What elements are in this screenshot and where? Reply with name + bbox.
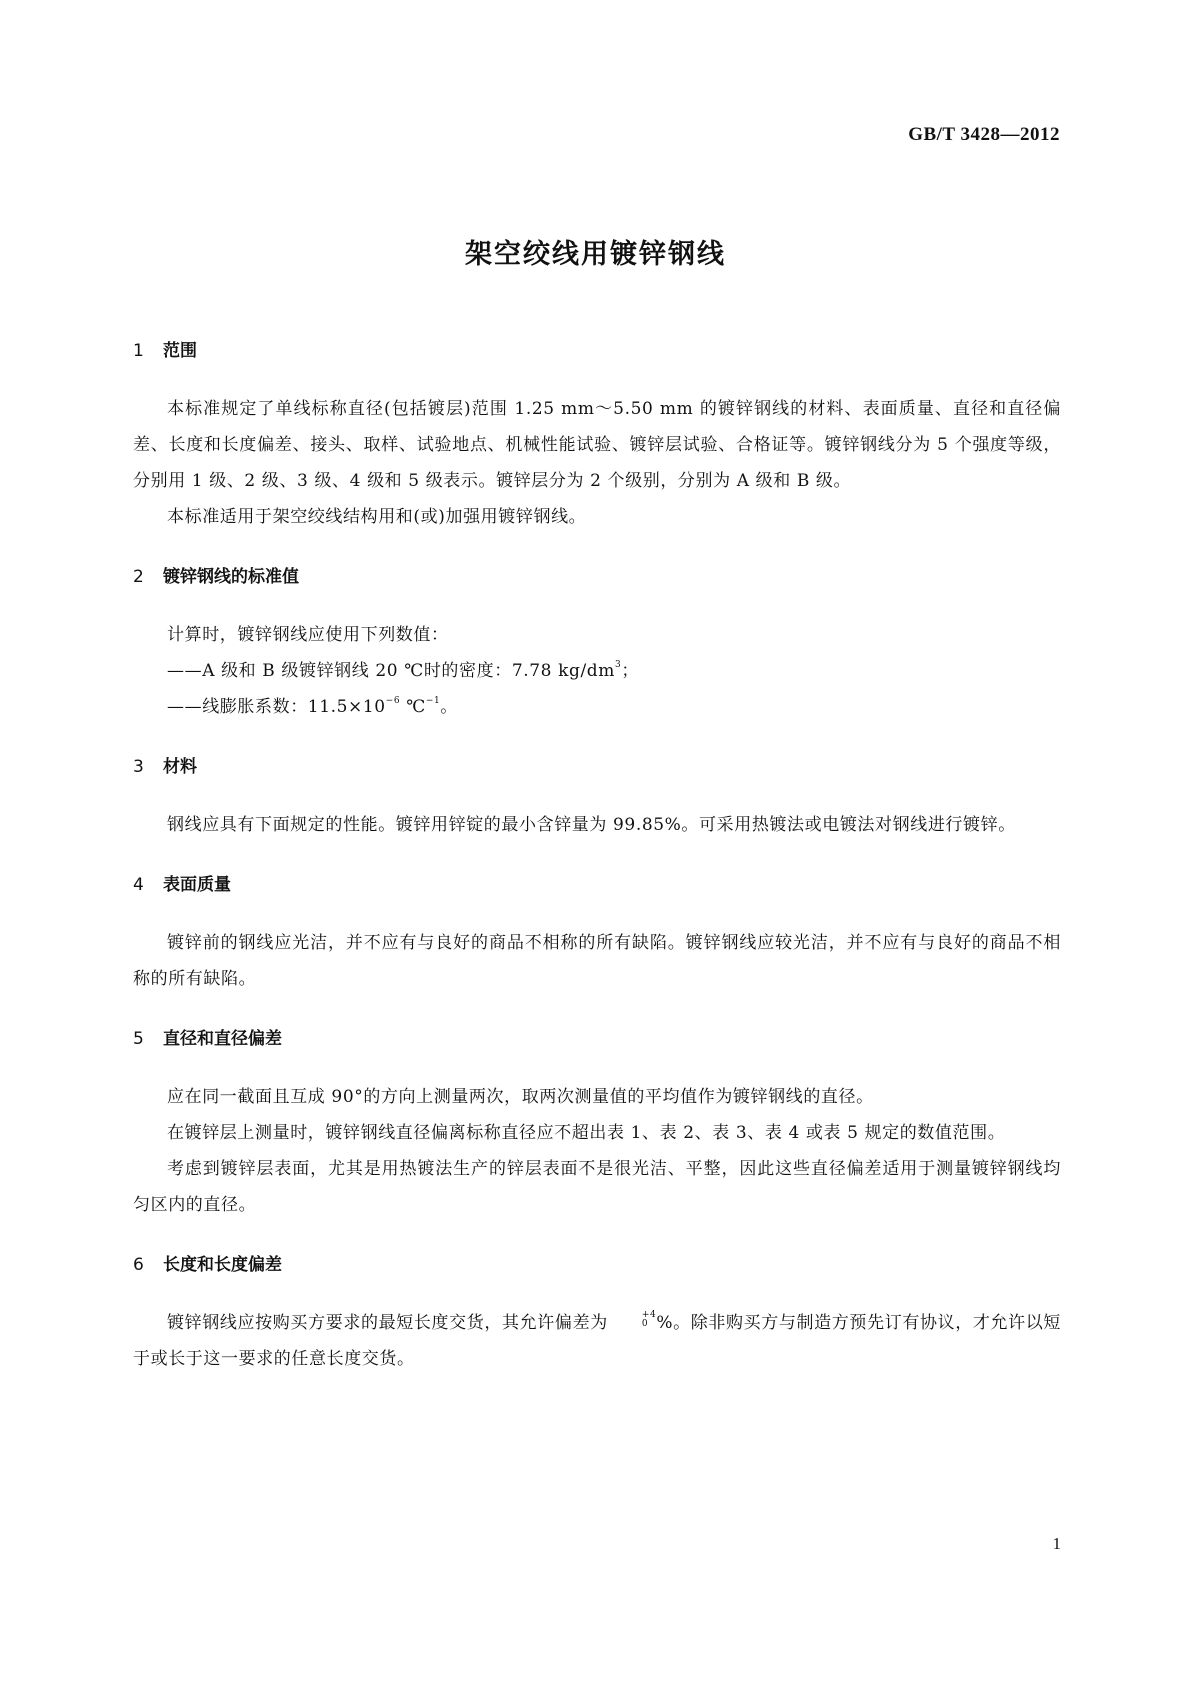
page-number: 1 xyxy=(1052,1534,1061,1553)
length-text-after: %。除非购买方与制造方预先订有协议，才允许以短于或长于这一要求的任意长度交货。 xyxy=(133,1313,1062,1369)
tolerance-lower: 0 xyxy=(641,1319,649,1329)
standard-number: GB/T 3428—2012 xyxy=(908,124,1060,145)
section-scope xyxy=(133,336,1061,535)
paragraph: 在镀锌层上测量时，镀锌钢线直径偏离标称直径应不超出表 1、表 2、表 3、表 4 或表 5 规定的数值范围。 xyxy=(167,1123,1006,1143)
section-number: 5 xyxy=(133,1029,144,1049)
section-diameter xyxy=(133,1024,1061,1223)
paragraph: 考虑到镀锌层表面，尤其是用热镀法生产的锌层表面不是很光洁、平整，因此这些直径偏差适用于测量镀锌钢线均匀区内的直径。 xyxy=(133,1159,1061,1215)
paragraph: 钢线应具有下面规定的性能。镀锌用锌锭的最小含锌量为 99.85%。可采用热镀法或电镀法对钢线进行镀锌。 xyxy=(167,815,1016,835)
section-number: 2 xyxy=(133,567,144,587)
section-number: 6 xyxy=(133,1255,144,1275)
paragraph: 计算时，镀锌钢线应使用下列数值： xyxy=(167,625,449,645)
length-text-before: 镀锌钢线应按购买方要求的最短长度交货，其允许偏差为 xyxy=(167,1313,608,1333)
section-standard-values xyxy=(133,562,1061,725)
section-number: 4 xyxy=(133,875,144,895)
expansion-end: 。 xyxy=(440,697,458,717)
paragraph xyxy=(133,1305,1061,1377)
expansion-unit: ℃ xyxy=(400,697,426,717)
section-number: 1 xyxy=(133,341,144,361)
section-title: 表面质量 xyxy=(163,875,231,895)
paragraph: 应在同一截面且互成 90°的方向上测量两次，取两次测量值的平均值作为镀锌钢线的直径。 xyxy=(167,1087,874,1107)
density-text: ——A 级和 B 级镀锌钢线 20 ℃时的密度：7.78 kg/dm xyxy=(167,661,616,681)
section-title: 长度和长度偏差 xyxy=(163,1255,282,1275)
section-heading xyxy=(133,1024,1061,1054)
section-length xyxy=(133,1250,1061,1377)
paragraph: 本标准适用于架空绞线结构用和(或)加强用镀锌钢线。 xyxy=(167,507,587,527)
document-body xyxy=(133,336,1061,1404)
density-exponent: 3 xyxy=(615,660,622,670)
unit-exponent: −1 xyxy=(425,696,441,706)
section-heading xyxy=(133,870,1061,900)
expansion-exponent: −6 xyxy=(385,696,401,706)
section-title: 直径和直径偏差 xyxy=(163,1029,282,1049)
tolerance-stack xyxy=(608,1311,656,1329)
density-end: ； xyxy=(621,661,639,681)
section-material xyxy=(133,752,1061,843)
section-heading xyxy=(133,752,1061,782)
list-item-expansion xyxy=(133,689,1061,725)
section-title: 范围 xyxy=(163,341,197,361)
paragraph: 镀锌前的钢线应光洁，并不应有与良好的商品不相称的所有缺陷。镀锌钢线应较光洁，并不应有与良好的商品不相称的所有缺陷。 xyxy=(133,933,1061,989)
section-surface-quality xyxy=(133,870,1061,997)
section-number: 3 xyxy=(133,757,144,777)
expansion-text: ——线膨胀系数：11.5×10 xyxy=(167,697,386,717)
section-title: 材料 xyxy=(163,757,197,777)
section-title: 镀锌钢线的标准值 xyxy=(163,567,299,587)
document-title: 架空绞线用镀锌钢线 xyxy=(465,239,726,270)
paragraph: 本标准规定了单线标称直径(包括镀层)范围 1.25 mm～5.50 mm 的镀锌钢线的材料、表面质量、直径和直径偏差、长度和长度偏差、接头、取样、试验地点、机械性能试验、镀锌层试验、合格证等。镀锌钢线分为 5 个强度等级，分别用 1 级、2 级、3 级、4 级和 5 级表示。镀锌层分为 2 个级别，分别为 A 级和 B 级。 xyxy=(133,399,1061,491)
tolerance-upper: +4 xyxy=(641,1310,657,1320)
section-heading xyxy=(133,562,1061,592)
section-heading xyxy=(133,1250,1061,1280)
section-heading xyxy=(133,336,1061,366)
list-item-density xyxy=(133,653,1061,689)
